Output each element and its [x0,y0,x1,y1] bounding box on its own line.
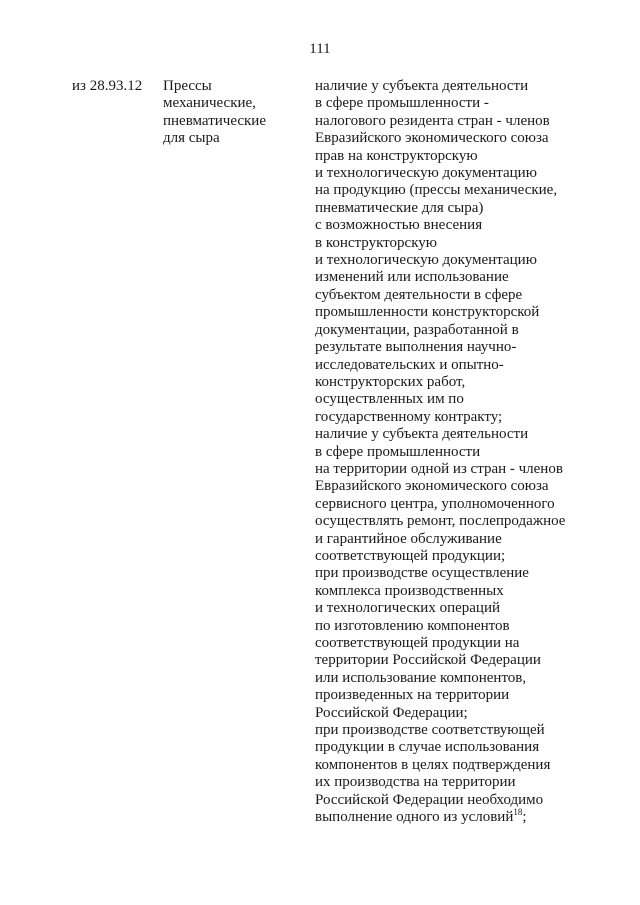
requirement-line: по изготовлению компонентов [315,617,510,634]
requirement-line: территории Российской Федерации [315,652,541,669]
requirement-line: произведенных на территории [315,687,510,704]
page-number: 111 [309,41,331,57]
requirement-line: изменений или использование [315,269,509,286]
requirement-line: государственному контракту; [315,408,503,425]
requirement-line: сервисного центра, уполномоченного [315,495,555,512]
requirement-line: и технологическую документацию [315,165,537,182]
requirement-last-text: выполнение одного из условий [315,809,514,826]
requirement-line: документации, разработанной в [315,321,519,338]
requirement-line: Российской Федерации необходимо [315,791,544,808]
requirement-line: промышленности конструкторской [315,304,540,321]
requirement-line: и гарантийное обслуживание [315,530,502,547]
requirement-line: осуществленных им по [315,391,464,408]
requirement-line: Евразийского экономического союза [315,478,549,495]
requirement-line: в сфере промышленности - [315,95,489,112]
requirement-line: соответствующей продукции на [315,635,520,651]
requirement-last-tail: ; [522,809,527,826]
requirement-line: и технологических операций [315,600,501,617]
requirement-line: прав на конструкторскую [315,147,478,164]
requirement-line: соответствующей продукции; [315,547,506,564]
product-line: Прессы [163,78,212,94]
requirement-line: и технологическую документацию [315,252,537,269]
requirement-line: наличие у субъекта деятельности [315,426,529,443]
requirement-line: исследовательских и опытно- [315,356,504,373]
product-line: для сыра [163,130,220,147]
product-line: пневматические [163,112,266,129]
product-line: механические, [163,95,256,112]
requirement-line: в сфере промышленности [315,443,481,460]
requirement-line: на продукцию (прессы механические, [315,182,558,199]
requirement-line: комплекса производственных [315,582,504,599]
requirement-line: осуществлять ремонт, послепродажное [315,513,566,530]
footnote-ref: 18 [513,807,523,818]
requirement-line: на территории одной из стран - членов [315,460,563,477]
requirement-line: пневматические для сыра) [315,199,484,216]
requirement-line: наличие у субъекта деятельности [315,78,529,94]
requirement-line: или использование компонентов, [315,669,527,686]
requirement-line: Российской Федерации; [315,704,468,721]
requirement-line-last [315,809,565,826]
requirements-text [315,78,565,826]
requirement-line: продукции в случае использования [315,739,540,756]
requirement-line: результате выполнения научно- [315,339,517,356]
requirement-line: в конструкторскую [315,234,437,251]
requirement-line: при производстве соответствующей [315,722,545,739]
requirement-line: конструкторских работ, [315,373,466,390]
okpd-code: из 28.93.12 [72,78,143,94]
requirement-line: налогового резидента стран - членов [315,112,550,129]
requirement-line: субъектом деятельности в сфере [315,286,523,303]
requirement-line: Евразийского экономического союза [315,130,549,147]
requirement-line: с возможностью внесения [315,217,483,234]
requirement-line: компонентов в целях подтверждения [315,756,551,773]
product-name [163,78,266,148]
requirement-line: при производстве осуществление [315,565,529,582]
requirement-line: их производства на территории [315,774,516,791]
